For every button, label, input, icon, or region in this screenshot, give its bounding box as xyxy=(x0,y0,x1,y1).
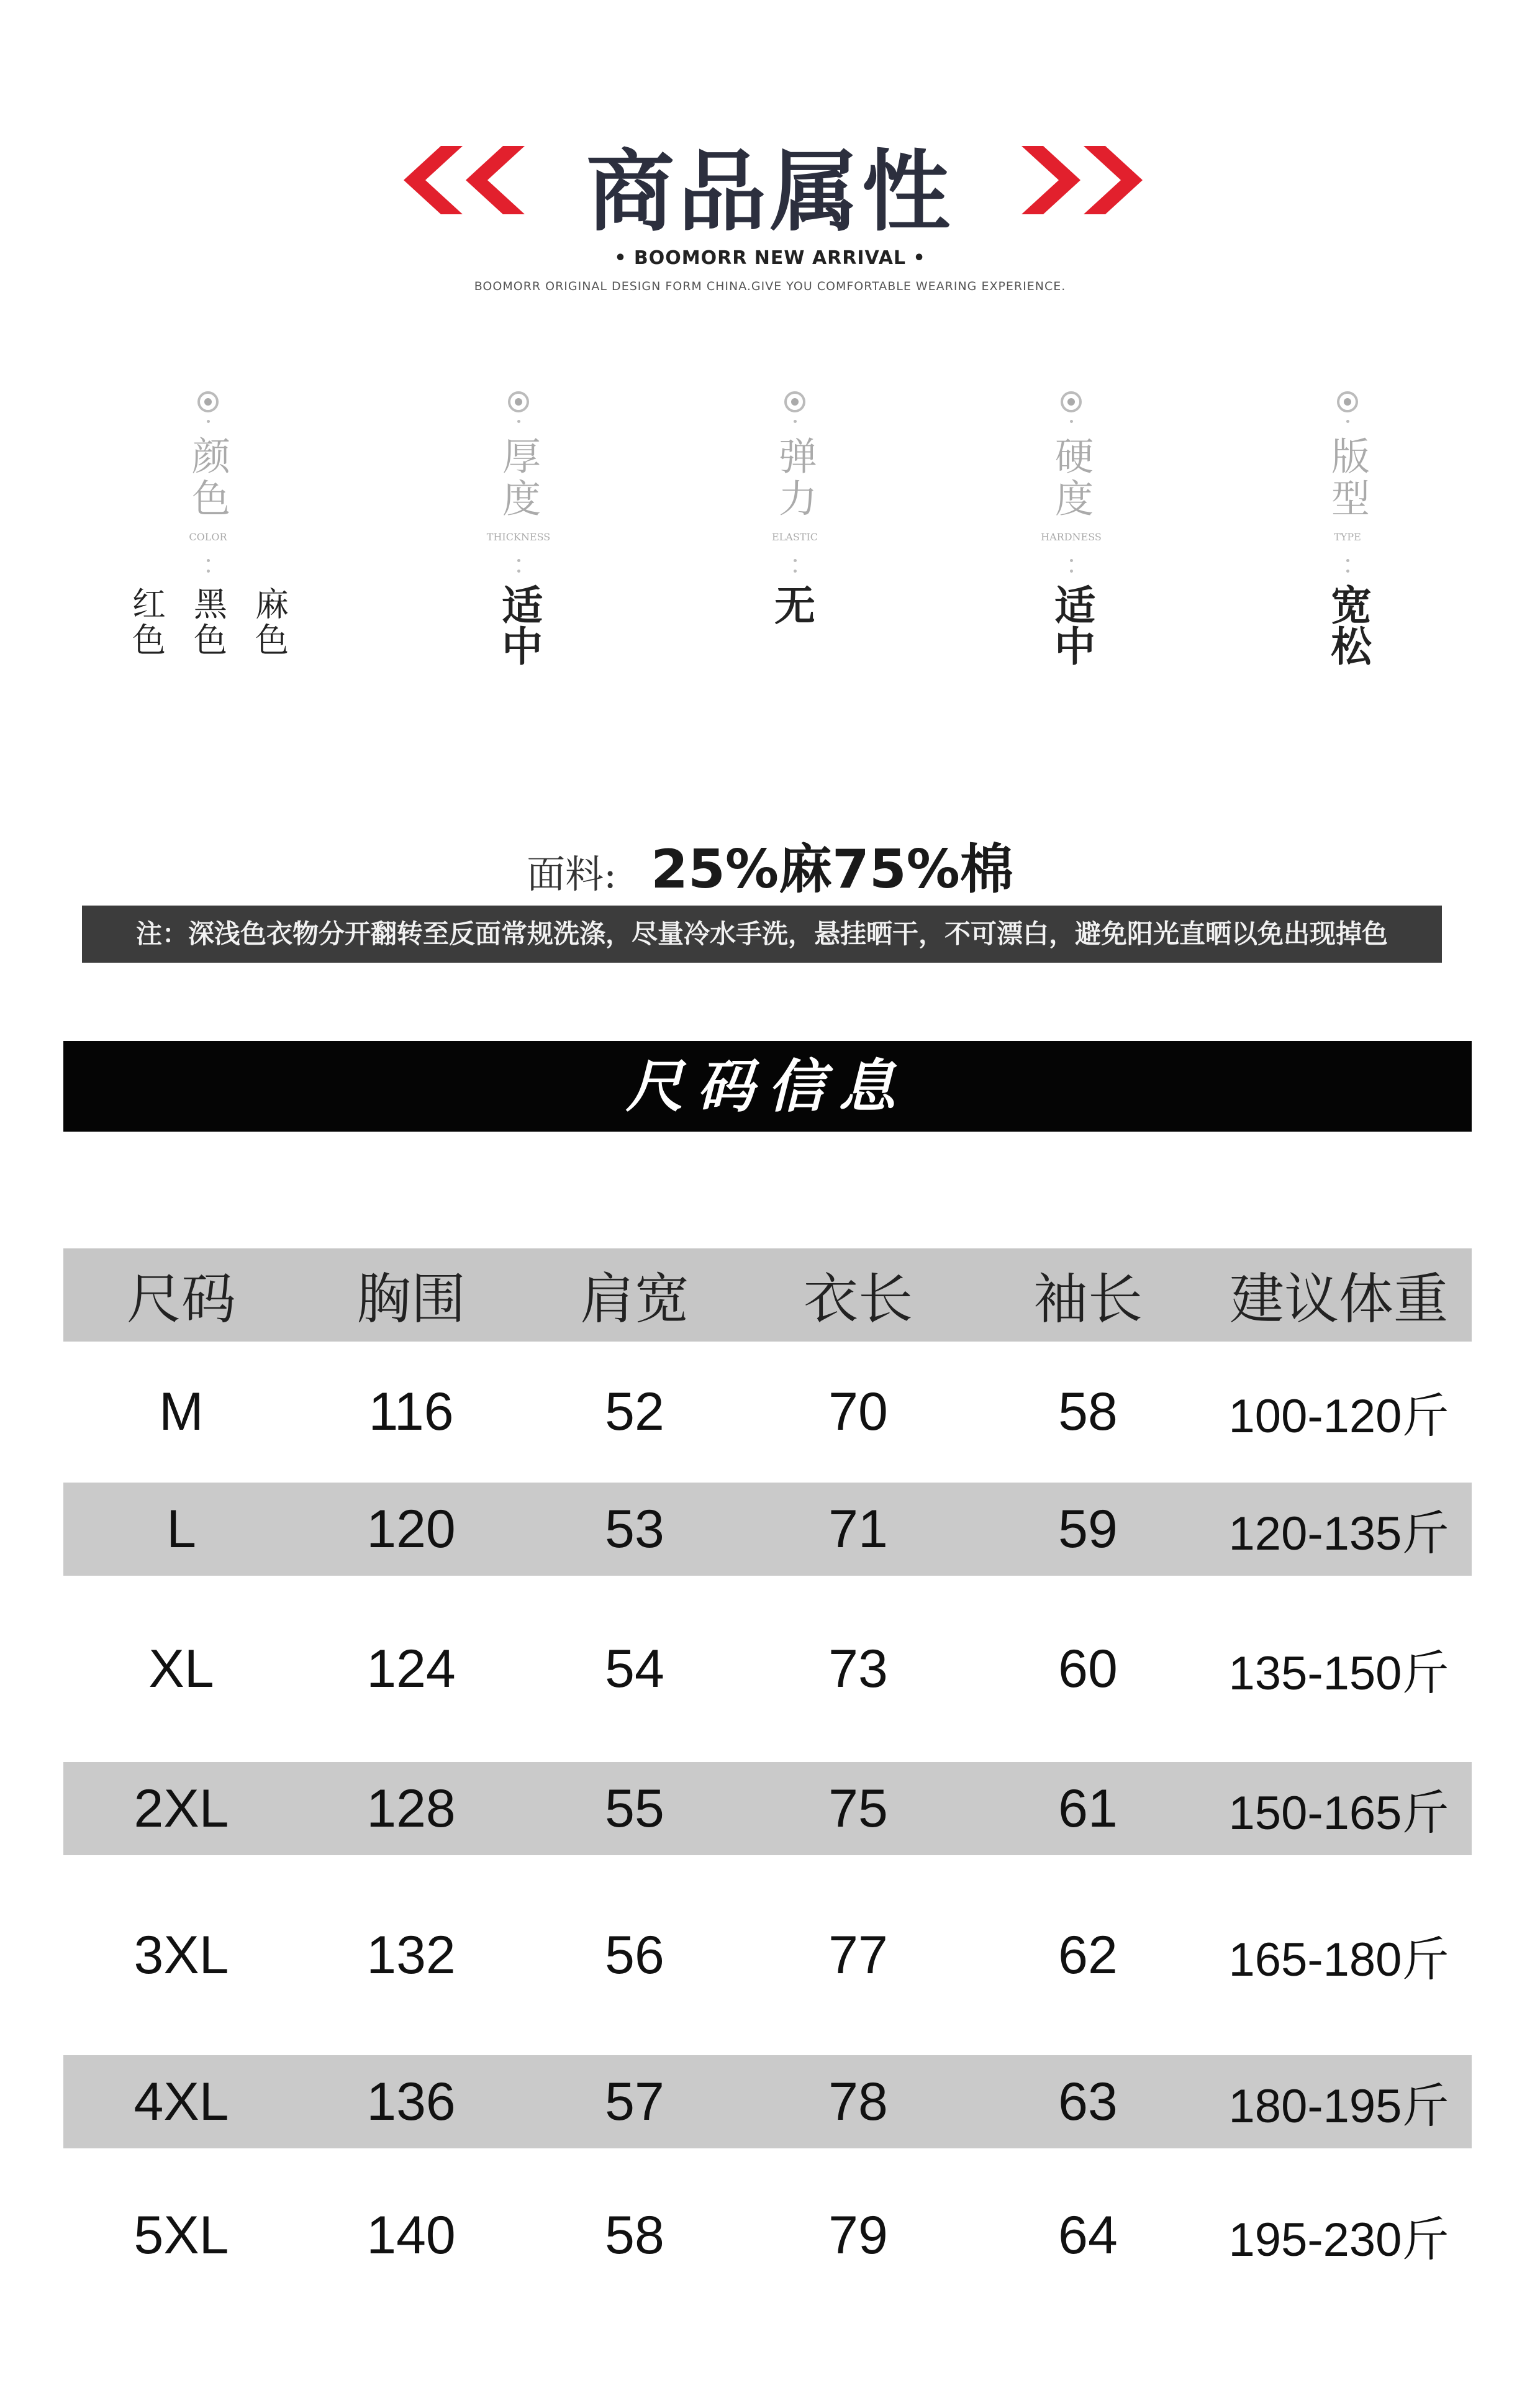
shoulder-cell: 58 xyxy=(605,2205,664,2265)
attribute-elastic xyxy=(695,391,894,628)
chest-cell: 136 xyxy=(366,2071,456,2132)
header-weight: 建议体重 xyxy=(1229,1267,1448,1331)
weight-cell: 100-120斤 xyxy=(1228,1390,1449,1443)
bullet-ring-icon xyxy=(1061,391,1082,412)
attribute-value: 无 xyxy=(774,581,815,630)
chest-cell: 120 xyxy=(366,1499,456,1559)
size-cell: L xyxy=(166,1499,196,1559)
attribute-type xyxy=(1248,391,1447,666)
header-chest: 胸围 xyxy=(356,1267,466,1331)
table-row xyxy=(63,2055,1472,2148)
fabric-value: 25%麻75%棉 xyxy=(651,838,1013,901)
length-cell: 71 xyxy=(828,1499,888,1559)
size-cell: 5XL xyxy=(134,2205,229,2265)
length-cell: 77 xyxy=(828,1925,888,1985)
attribute-color xyxy=(109,391,307,658)
bullet-ring-icon xyxy=(1337,391,1358,412)
header-shoulder: 肩宽 xyxy=(579,1267,689,1331)
sleeve-cell: 63 xyxy=(1058,2071,1118,2132)
weight-cell: 135-150斤 xyxy=(1228,1647,1449,1700)
size-cell: XL xyxy=(148,1638,214,1699)
shoulder-cell: 55 xyxy=(605,1778,664,1838)
chest-cell: 128 xyxy=(366,1778,456,1838)
size-cell: 4XL xyxy=(134,2071,229,2132)
fabric-label: 面料: xyxy=(527,852,617,897)
weight-cell: 120-135斤 xyxy=(1228,1507,1449,1560)
sleeve-cell: 62 xyxy=(1058,1925,1118,1985)
attribute-label: 硬度 xyxy=(1048,436,1094,520)
color-red: 红色 xyxy=(127,586,166,658)
attribute-en-label: TYPE xyxy=(1334,531,1361,543)
sleeve-cell: 61 xyxy=(1058,1778,1118,1838)
fabric-line xyxy=(0,826,1540,903)
size-cell: M xyxy=(159,1382,204,1442)
chest-cell: 116 xyxy=(368,1382,454,1442)
sleeve-cell: 58 xyxy=(1058,1382,1118,1442)
shoulder-cell: 52 xyxy=(605,1382,664,1442)
attribute-value: 宽松 xyxy=(1323,584,1372,666)
header-sleeve: 袖长 xyxy=(1033,1267,1143,1331)
shoulder-cell: 53 xyxy=(605,1499,664,1559)
chest-cell: 124 xyxy=(366,1638,456,1699)
attribute-en-label: COLOR xyxy=(189,531,227,543)
shoulder-cell: 56 xyxy=(605,1925,664,1985)
weight-cell: 195-230斤 xyxy=(1228,2213,1449,2266)
page-title: 商品属性 xyxy=(586,140,954,243)
attribute-en-label: HARDNESS xyxy=(1041,531,1102,543)
care-note: 注：深浅色衣物分开翻转至反面常规洗涤，尽量冷水手洗，悬挂晒干，不可漂白，避免阳光直晒以免出现掉色 xyxy=(82,906,1442,963)
table-header-row xyxy=(63,1248,1472,1342)
attribute-hardness xyxy=(972,391,1171,666)
attribute-en-label: ELASTIC xyxy=(771,531,818,543)
table-row xyxy=(63,1342,1472,1483)
shoulder-cell: 57 xyxy=(605,2071,664,2132)
tagline: • BOOMORR NEW ARRIVAL • xyxy=(614,247,926,269)
color-linen: 麻色 xyxy=(250,586,289,658)
size-cell: 3XL xyxy=(134,1925,229,1985)
length-cell: 75 xyxy=(828,1778,888,1838)
length-cell: 78 xyxy=(828,2071,888,2132)
attribute-label: 版型 xyxy=(1325,436,1370,520)
weight-cell: 180-195斤 xyxy=(1228,2079,1449,2133)
chest-cell: 132 xyxy=(366,1925,456,1985)
right-chevrons-icon xyxy=(1012,140,1143,220)
size-table xyxy=(63,1248,1472,2322)
table-row xyxy=(63,1855,1472,2055)
sleeve-cell: 64 xyxy=(1058,2205,1118,2265)
attribute-label: 厚度 xyxy=(496,436,541,520)
sleeve-cell: 59 xyxy=(1058,1499,1118,1559)
weight-cell: 165-180斤 xyxy=(1228,1933,1449,1986)
length-cell: 73 xyxy=(828,1638,888,1699)
attribute-value: 适中 xyxy=(494,584,543,666)
header-size: 尺码 xyxy=(126,1267,236,1331)
table-row xyxy=(63,1576,1472,1762)
attribute-thickness xyxy=(419,391,618,666)
header-length: 衣长 xyxy=(803,1267,913,1331)
attribute-label: 弹力 xyxy=(772,436,818,520)
attribute-value: 适中 xyxy=(1047,584,1096,666)
attribute-label: 颜色 xyxy=(185,436,231,520)
table-row xyxy=(63,2148,1472,2322)
sleeve-cell: 60 xyxy=(1058,1638,1118,1699)
length-cell: 79 xyxy=(828,2205,888,2265)
subtagline: BOOMORR ORIGINAL DESIGN FORM CHINA.GIVE YOU COMFORTABLE WEARING EXPERIENCE. xyxy=(474,279,1066,293)
chest-cell: 140 xyxy=(366,2205,456,2265)
length-cell: 70 xyxy=(828,1382,888,1442)
shoulder-cell: 54 xyxy=(605,1638,664,1699)
bullet-ring-icon xyxy=(508,391,529,412)
size-cell: 2XL xyxy=(134,1778,229,1838)
table-row xyxy=(63,1762,1472,1855)
size-info-banner: 尺码信息 xyxy=(63,1041,1472,1132)
bullet-ring-icon xyxy=(784,391,805,412)
color-options xyxy=(109,586,307,658)
table-row xyxy=(63,1483,1472,1576)
weight-cell: 150-165斤 xyxy=(1228,1786,1449,1840)
color-black: 黑色 xyxy=(188,586,228,658)
attribute-en-label: THICKNESS xyxy=(486,531,551,543)
bullet-ring-icon xyxy=(197,391,219,412)
